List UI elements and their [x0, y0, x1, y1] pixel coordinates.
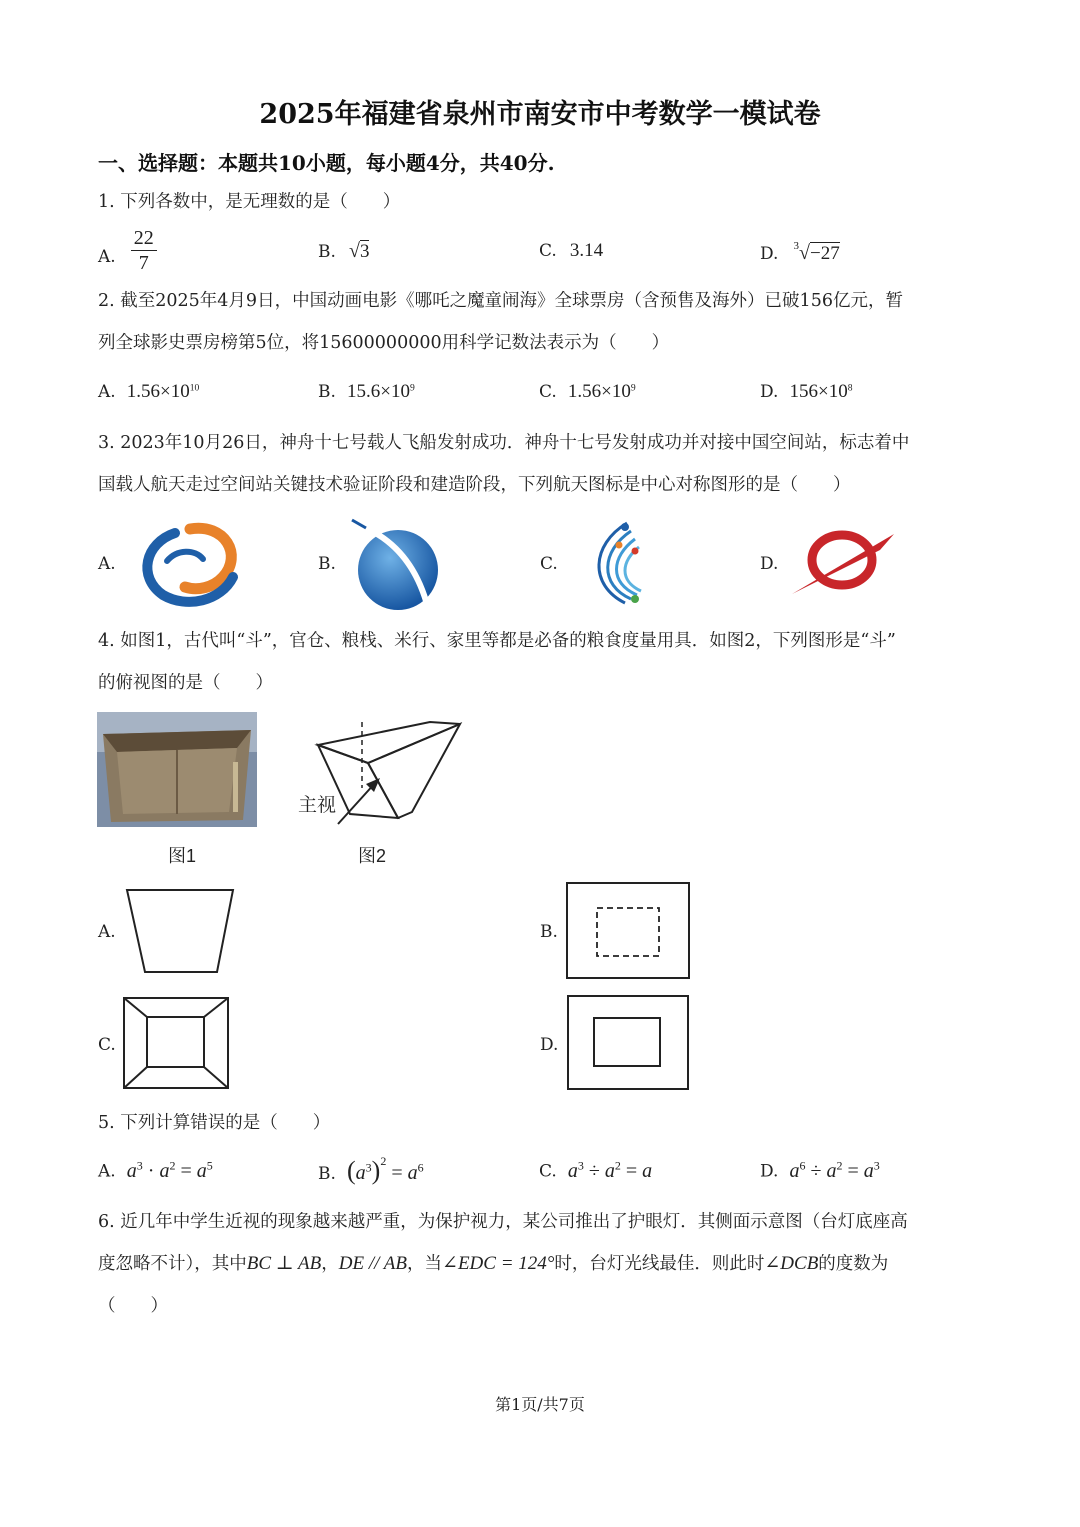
figure-2-caption: 图2 [358, 846, 387, 866]
logo-c-dot [632, 548, 639, 555]
option-label: B. [318, 382, 336, 402]
logo-c-dot [621, 523, 629, 531]
option-label: C. [539, 1161, 557, 1182]
diagonal-edge [204, 1067, 228, 1088]
option-label: C. [539, 382, 557, 402]
diagonal-edge [204, 998, 228, 1017]
q3-option-a-label[interactable]: A. [98, 554, 116, 574]
q1-option-b[interactable] [318, 240, 369, 263]
q3-logo-a[interactable] [125, 515, 245, 610]
condition-parallel: DE // AB [338, 1253, 408, 1274]
option-label: D. [760, 244, 779, 264]
question-6-stem [98, 1201, 988, 1327]
radicand: 3 [359, 241, 370, 262]
option-value: 1.56×10 [126, 381, 190, 402]
q4-option-c-label[interactable]: C. [98, 1035, 116, 1055]
stem-line: 列全球影史票房榜第5位，将15600000000用科学记数法表示为（ ） [98, 333, 670, 353]
q3-logo-b[interactable] [350, 518, 445, 613]
figure-1-caption: 图1 [168, 846, 197, 866]
q2-option-c[interactable] [539, 381, 636, 403]
expression: $a^3 \div a^2 = a$ [567, 1158, 653, 1182]
stem-line: 度忽略不计），其中BC ⊥ AB，DE // AB，当∠EDC = 124°时，台灯光线最佳．则此时∠DCB的度数为 [98, 1253, 889, 1274]
stem-line: 4. 如图1，古代叫“斗”，官仓、粮栈、米行、家里等都是必备的粮食度量用具．如图2，下列图形是“斗” [98, 631, 896, 651]
option-label: D. [760, 1161, 779, 1182]
fraction [131, 226, 157, 275]
question-4-stem [98, 620, 988, 704]
exponent: 8 [847, 382, 853, 394]
section-heading: 一、选择题：本题共10小题，每小题4分，共40分. [98, 151, 555, 175]
question-2-stem [98, 280, 988, 364]
q3-option-b-label[interactable]: B. [318, 554, 336, 574]
diagonal-edge [124, 998, 147, 1017]
sqrt-sign: √ [349, 240, 360, 262]
numerator: 22 [131, 226, 157, 251]
question-1-stem: 1. 下列各数中，是无理数的是（ ） [98, 192, 401, 212]
q5-option-c[interactable] [539, 1158, 652, 1183]
logo-c-dot [616, 542, 623, 549]
q4-option-d-figure[interactable] [567, 995, 690, 1091]
logo-c-dot [631, 595, 639, 603]
option-label: A. [98, 247, 116, 267]
frustum-top [318, 722, 460, 763]
stem-line: 国载人航天走过空间站关键技术验证阶段和建造阶段，下列航天图标是中心对称图形的是（ ） [98, 475, 851, 495]
logo-a-inner-swirl [167, 552, 203, 561]
question-5-options [98, 1154, 978, 1192]
option-value: 156×10 [789, 381, 848, 402]
q5-option-b[interactable] [318, 1154, 424, 1186]
exponent: 9 [409, 382, 415, 394]
q1-option-d[interactable] [760, 240, 840, 265]
logo-a-orange-arc [185, 528, 231, 588]
expression: $a^3 \cdot a^2 = a^5$ [126, 1158, 213, 1182]
stem-line: 3. 2023年10月26日，神舟十七号载人飞船发射成功．神舟十七号发射成功并对接中国空间站，标志着中 [98, 433, 910, 453]
q1-option-c[interactable] [539, 240, 603, 262]
option-value: 1.56×10 [567, 381, 631, 402]
root-index: 3 [793, 240, 800, 252]
radicand: −27 [810, 243, 840, 264]
diagonal-edge [124, 1067, 147, 1088]
q3-logo-c[interactable] [575, 515, 685, 610]
angle-asked: ∠DCB [764, 1253, 819, 1274]
q4-option-b-figure[interactable] [566, 882, 691, 980]
option-label: D. [760, 382, 779, 402]
q1-option-a[interactable] [98, 227, 157, 275]
page-title: 2025年福建省泉州市南安市中考数学一模试卷 [259, 99, 821, 130]
condition-perpendicular: BC ⊥ AB [246, 1253, 322, 1274]
q2-option-a[interactable] [98, 381, 199, 403]
stem-line: （ ） [98, 1296, 168, 1316]
q3-logo-d[interactable] [790, 520, 900, 600]
stem-line: 2. 截至2025年4月9日，中国动画电影《哪吒之魔童闹海》全球票房（含预售及海外）已破156亿元，暂 [98, 291, 903, 311]
q3-option-d-label[interactable]: D. [760, 554, 779, 574]
q4-option-d-label[interactable]: D. [540, 1035, 559, 1055]
option-label: A. [98, 382, 116, 402]
q4-option-a-label[interactable]: A. [98, 922, 116, 942]
inner-rect [147, 1017, 204, 1067]
option-value: 3.14 [569, 240, 604, 261]
logo-c-arc [599, 523, 627, 603]
figure-2-view-label: 主视 [298, 795, 337, 816]
expression: $(a^3)^2 = a^6$ [347, 1154, 424, 1185]
option-label: A. [98, 1161, 116, 1182]
option-label: B. [318, 242, 336, 262]
angle-condition: ∠EDC = 124° [442, 1253, 555, 1274]
inner-rect [594, 1018, 660, 1066]
q2-option-b[interactable] [318, 381, 415, 403]
exponent: 9 [630, 382, 636, 394]
q5-option-a[interactable] [98, 1158, 213, 1183]
frustum-side [368, 724, 460, 818]
question-5-stem: 5. 下列计算错误的是（ ） [98, 1113, 331, 1133]
q2-option-d[interactable] [760, 381, 853, 403]
q4-option-b-label[interactable]: B. [540, 922, 558, 942]
option-label: B. [318, 1164, 336, 1184]
figure-1-photo [97, 712, 257, 827]
option-value: 15.6×10 [347, 381, 410, 402]
outer-rect [567, 883, 689, 978]
stem-line: 6. 近几年中学生近视的现象越来越严重，为保护视力，某公司推出了护眼灯．其侧面示意图（台灯底座高 [98, 1212, 908, 1232]
sqrt-sign: √ [799, 242, 811, 264]
q5-option-d[interactable] [760, 1158, 880, 1183]
q3-option-c-label[interactable]: C. [540, 554, 558, 574]
denominator: 7 [138, 252, 149, 274]
option-label: C. [539, 241, 557, 261]
expression: $a^6 \div a^2 = a^3$ [789, 1158, 880, 1182]
box-corner-nails [233, 762, 238, 812]
outer-rect [568, 996, 688, 1089]
page-number: 第1页/共7页 [495, 1395, 585, 1414]
stem-line: 的俯视图的是（ ） [98, 673, 273, 693]
exponent: 10 [189, 382, 200, 394]
trapezoid [127, 890, 233, 972]
question-1-options [98, 226, 978, 282]
question-2-options [98, 381, 978, 411]
question-3-stem [98, 422, 988, 506]
inner-dashed-rect [597, 908, 659, 956]
q4-option-a-figure[interactable] [125, 888, 235, 974]
q4-option-c-figure[interactable] [123, 997, 231, 1091]
